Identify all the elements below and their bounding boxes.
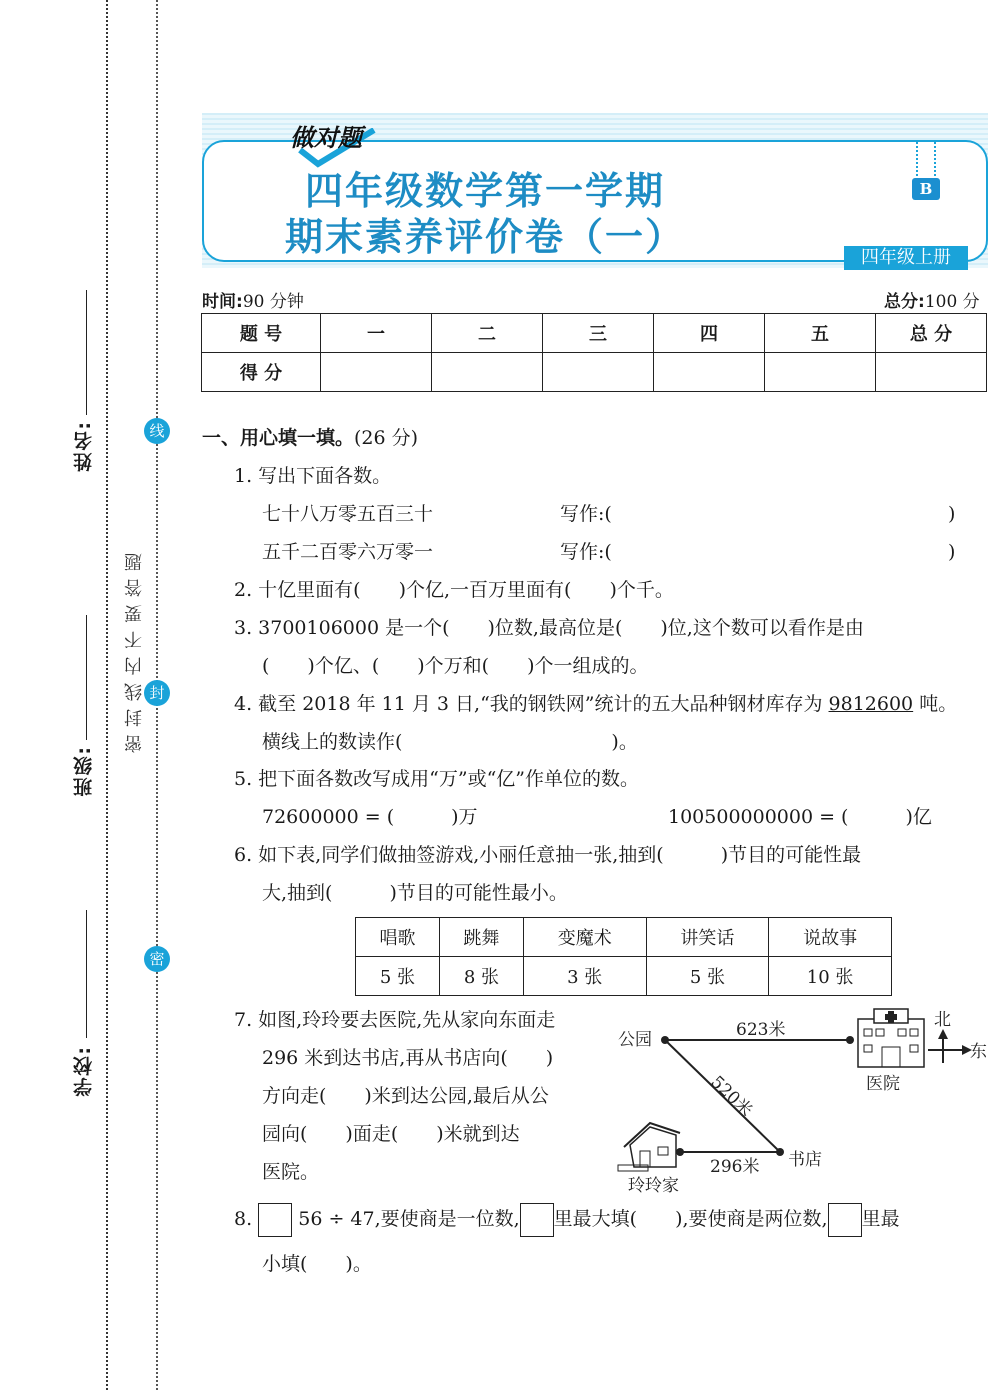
lottery-count-cell: 5 张 [646, 957, 769, 996]
school-label: 学校: [73, 1045, 95, 1097]
east-label: 东 [970, 1042, 987, 1062]
badge-string [934, 142, 936, 180]
question-1: 1. 写出下面各数。 [234, 465, 392, 487]
badge-string [916, 142, 918, 180]
version-badge: B [912, 178, 940, 200]
lottery-header-row [356, 918, 892, 957]
total-label: 总分: [884, 292, 925, 312]
lottery-count-row [356, 957, 892, 996]
question-7-line4: 园向( )面走( )米就到达 [262, 1123, 520, 1145]
header-tag: 做对题 [290, 124, 362, 152]
lottery-header-cell: 说故事 [769, 918, 892, 957]
q4-text-a: 4. 截至 2018 年 11 月 3 日,“我的钢铁网”统计的五大品种钢材库存为 [234, 693, 829, 715]
name-label: 姓名: [73, 420, 95, 472]
compass-icon [928, 1029, 972, 1063]
route-map [610, 1005, 990, 1200]
score-header-cell: 题 号 [202, 314, 321, 353]
q5-a: 72600000 = ( )万 [262, 806, 478, 828]
time-label: 时间: [202, 292, 243, 312]
hospital-icon [858, 1009, 924, 1067]
question-2: 2. 十亿里面有( )个亿,一百万里面有( )个千。 [234, 579, 674, 601]
total-value: 100 分 [924, 292, 980, 312]
question-7-line3: 方向走( )米到达公园,最后从公 [262, 1085, 549, 1107]
question-7-line1: 7. 如图,玲玲要去医院,先从家向东面走 [234, 1009, 556, 1031]
q1-b-words: 五千二百零六万零一 [262, 541, 434, 563]
class-label: 班级: [73, 745, 95, 797]
lottery-count-cell: 5 张 [356, 957, 440, 996]
q8-box-2[interactable] [520, 1203, 554, 1237]
score-table [201, 313, 987, 392]
score-row-label: 得 分 [202, 353, 321, 392]
park-point [661, 1036, 669, 1044]
score-cell[interactable] [876, 353, 987, 392]
hospital-label: 医院 [866, 1074, 900, 1094]
q5-b: 100500000000 = ( )亿 [668, 806, 932, 828]
q8-text-a: 56 ÷ 47,要使商是一位数, [298, 1208, 520, 1230]
lottery-header-cell: 讲笑话 [646, 918, 769, 957]
question-3-line1: 3. 3700106000 是一个( )位数,最高位是( )位,这个数可以看作是由 [234, 617, 864, 639]
seal-secret: 密 [144, 946, 170, 972]
distance-park-hospital: 623米 [736, 1020, 786, 1040]
hospital-point [846, 1036, 854, 1044]
q4-text-b: 吨。 [913, 693, 958, 715]
lottery-table [355, 917, 892, 996]
q8-box-1[interactable] [258, 1203, 292, 1237]
time-info [202, 287, 304, 312]
park-label: 公园 [618, 1030, 652, 1050]
lottery-count-cell: 3 张 [523, 957, 646, 996]
q1-b-write[interactable]: 写作:( [560, 541, 612, 563]
seal-notice: 密封线内不要答题 [124, 545, 145, 753]
north-label: 北 [934, 1010, 951, 1030]
home-point [676, 1148, 684, 1156]
q1-a-words: 七十八万零五百三十 [262, 503, 434, 525]
grade-label: 四年级上册 [844, 246, 968, 270]
lottery-count-cell: 10 张 [769, 957, 892, 996]
distance-home-bookstore: 296米 [710, 1157, 760, 1177]
lottery-header-cell: 跳舞 [439, 918, 523, 957]
seal-seal: 封 [144, 680, 170, 706]
class-blank[interactable] [86, 615, 87, 740]
score-header-cell: 四 [654, 314, 765, 353]
question-6-line1: 6. 如下表,同学们做抽签游戏,小丽任意抽一张,抽到( )节目的可能性最 [234, 844, 862, 866]
question-7-line5: 医院。 [262, 1161, 320, 1183]
score-cell[interactable] [321, 353, 432, 392]
house-icon [618, 1123, 680, 1171]
lottery-count-cell: 8 张 [439, 957, 523, 996]
home-label: 玲玲家 [628, 1176, 679, 1196]
q1-a-write[interactable]: 写作:( [560, 503, 612, 525]
seal-line: 线 [144, 418, 170, 444]
q1-a-close: ) [948, 503, 956, 525]
question-4-line1 [234, 692, 957, 716]
question-7-line2: 296 米到达书店,再从书店向( ) [262, 1047, 554, 1069]
question-4-line2: 横线上的数读作( )。 [262, 731, 638, 753]
question-5: 5. 把下面各数改写成用“万”或“亿”作单位的数。 [234, 768, 640, 790]
name-blank[interactable] [86, 290, 87, 415]
section-points: (26 分) [354, 427, 419, 449]
score-cell[interactable] [654, 353, 765, 392]
score-header-cell: 一 [321, 314, 432, 353]
q8-text-b: 里最大填( ),要使商是两位数, [553, 1208, 828, 1230]
score-cell[interactable] [432, 353, 543, 392]
bookstore-label: 书店 [788, 1150, 822, 1170]
score-cell[interactable] [543, 353, 654, 392]
distance-park-bookstore: 520米 [706, 1072, 756, 1121]
score-header-row [202, 314, 987, 353]
q8-text-c: 里最 [861, 1208, 900, 1230]
section-heading [202, 426, 418, 450]
question-3-line2: ( )个亿、( )个万和( )个一组成的。 [262, 655, 649, 677]
q1-b-close: ) [948, 541, 956, 563]
lottery-header-cell: 变魔术 [523, 918, 646, 957]
bookstore-point [776, 1148, 784, 1156]
q8-number: 8. [234, 1208, 253, 1230]
lottery-header-cell: 唱歌 [356, 918, 440, 957]
score-header-cell: 二 [432, 314, 543, 353]
score-cell[interactable] [765, 353, 876, 392]
question-6-line2: 大,抽到( )节目的可能性最小。 [262, 882, 568, 904]
score-header-cell: 五 [765, 314, 876, 353]
question-8-line2: 小填( )。 [262, 1253, 372, 1275]
score-header-cell: 总 分 [876, 314, 987, 353]
page-title-line2: 期末素养评价卷（一） [284, 215, 685, 259]
page-title-line1: 四年级数学第一学期 [304, 169, 665, 213]
time-value: 90 分钟 [242, 292, 304, 312]
question-8-line1 [234, 1202, 900, 1237]
q8-box-3[interactable] [828, 1203, 862, 1237]
q4-underlined-number: 9812600 [828, 693, 914, 715]
total-info [884, 287, 980, 312]
section-title: 一、用心填一填。 [202, 427, 355, 449]
score-header-cell: 三 [543, 314, 654, 353]
score-row [202, 353, 987, 392]
school-blank[interactable] [86, 910, 87, 1038]
